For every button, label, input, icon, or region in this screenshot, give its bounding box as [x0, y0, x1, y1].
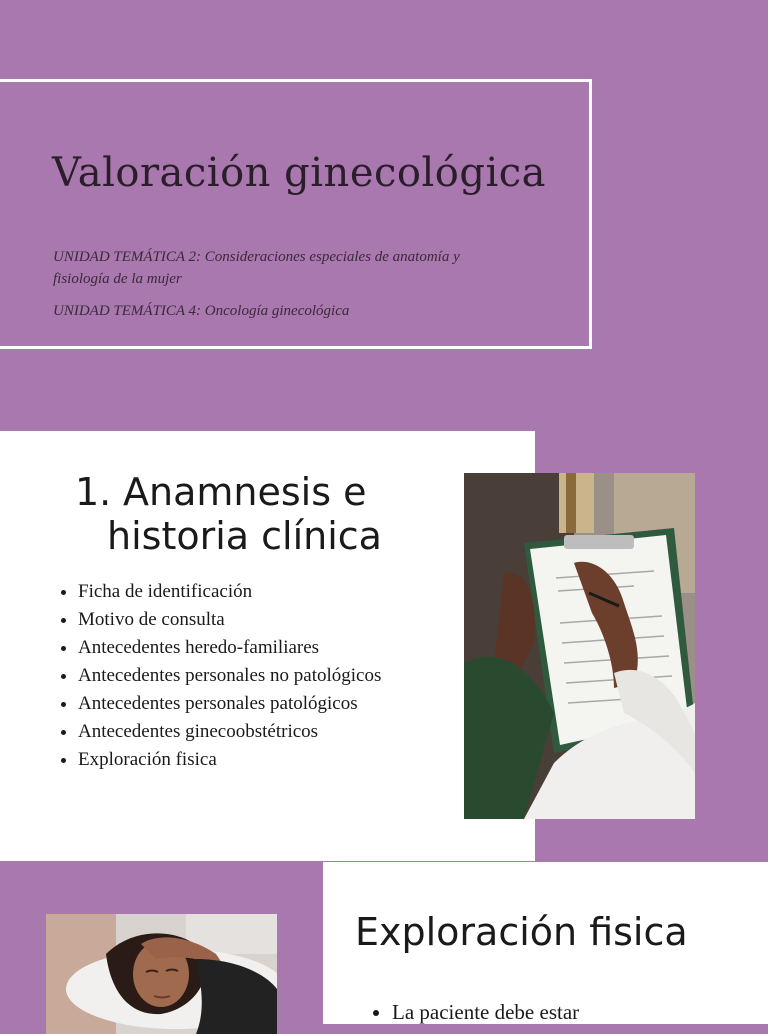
list-item: • Antecedentes personales no patológicos — [78, 662, 418, 690]
anamnesis-list — [58, 578, 418, 774]
section-number: 1. — [75, 470, 112, 514]
page-title: Valoración ginecológica — [52, 150, 546, 196]
list-item: • Ficha de identificación — [78, 578, 418, 606]
patient-photo-illustration — [46, 914, 277, 1034]
list-item: • Exploración fisica — [78, 746, 418, 774]
list-item: • Antecedentes ginecoobstétricos — [78, 718, 418, 746]
anamnesis-heading — [75, 470, 382, 558]
unit-2-text: UNIDAD TEMÁTICA 2: Consideraciones especiales de anatomía y fisiología de la mujer — [53, 249, 460, 287]
woman-headache-photo — [46, 914, 277, 1034]
exploracion-list — [372, 998, 579, 1026]
doctor-clipboard-photo — [464, 473, 695, 819]
list-item: • Antecedentes personales patológicos — [78, 690, 418, 718]
section-title-line2: historia clínica — [107, 514, 382, 558]
doctor-photo-illustration — [464, 473, 695, 819]
unit-4-text: UNIDAD TEMÁTICA 4: Oncología ginecológica — [53, 303, 350, 319]
list-item: • La paciente debe estar — [392, 998, 579, 1026]
list-item: • Antecedentes heredo-familiares — [78, 634, 418, 662]
exploracion-heading: Exploración fisica — [355, 910, 688, 954]
section-title-line1: Anamnesis e — [123, 470, 367, 514]
list-item: • Motivo de consulta — [78, 606, 418, 634]
